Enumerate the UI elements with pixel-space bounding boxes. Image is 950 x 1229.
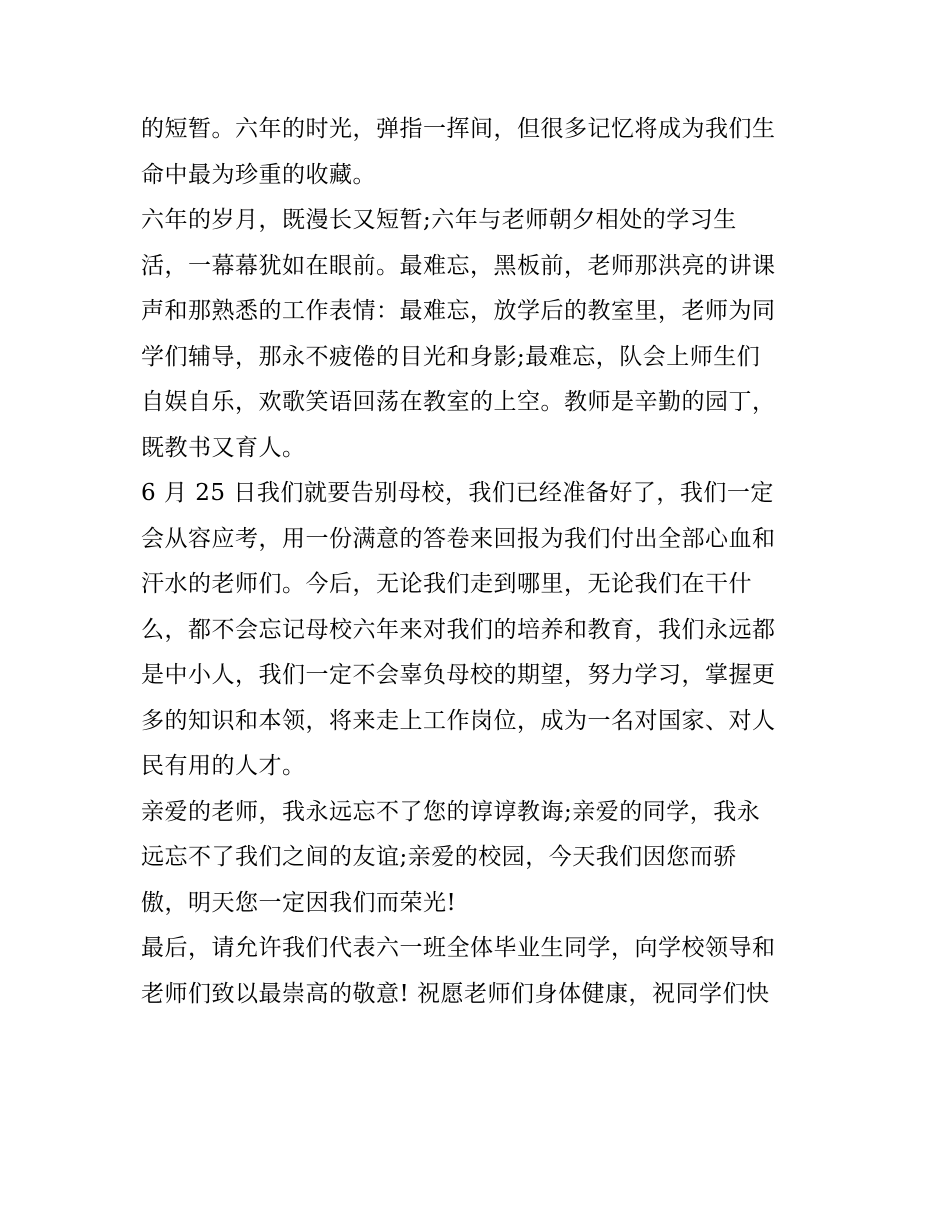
- body-text: [141, 107, 831, 1017]
- text-line: 自娱自乐，欢歌笑语回荡在教室的上空。教师是辛勤的园丁，: [141, 389, 776, 415]
- text-line: 学们辅导，那永不疲倦的目光和身影;最难忘，队会上师生们: [141, 343, 761, 370]
- text-line: 多的知识和本领，将来走上工作岗位，成为一名对国家、对人: [141, 707, 776, 734]
- text-line: 6 月 25 日我们就要告别母校，我们已经准备好了，我们一定: [141, 480, 774, 506]
- text-line: 会从容应考，用一份满意的答卷来回报为我们付出全部心血和: [141, 525, 776, 552]
- text-line: 最后，请允许我们代表六一班全体毕业生同学，向学校领导和: [141, 935, 776, 961]
- text-line: 声和那熟悉的工作表情：最难忘，放学后的教室里，老师为同: [141, 298, 776, 324]
- text-line: 么，都不会忘记母校六年来对我们的培养和教育，我们永远都: [141, 616, 776, 643]
- text-line: 老师们致以最崇高的敬意! 祝愿老师们身体健康，祝同学们快: [141, 980, 770, 1007]
- text-line: 六年的岁月，既漫长又短暂;六年与老师朝夕相处的学习生: [141, 207, 737, 233]
- text-line: 民有用的人才。: [141, 753, 306, 779]
- text-line: 既教书又育人。: [141, 434, 306, 461]
- text-line: 傲，明天您一定因我们而荣光!: [141, 889, 457, 916]
- text-line: 活，一幕幕犹如在眼前。最难忘，黑板前，老师那洪亮的讲课: [141, 252, 776, 279]
- text-line: 汗水的老师们。今后，无论我们走到哪里，无论我们在干什: [141, 571, 752, 597]
- text-line: 的短暂。六年的时光，弹指一挥间，但很多记忆将成为我们生: [141, 116, 776, 142]
- text-line: 命中最为珍重的收藏。: [141, 161, 376, 188]
- text-line: 是中小人，我们一定不会辜负母校的期望，努力学习，掌握更: [141, 662, 776, 688]
- text-line: 远忘不了我们之间的友谊;亲爱的校园，今天我们因您而骄: [141, 844, 737, 870]
- text-line: 亲爱的老师，我永远忘不了您的谆谆教诲;亲爱的同学，我永: [141, 798, 761, 825]
